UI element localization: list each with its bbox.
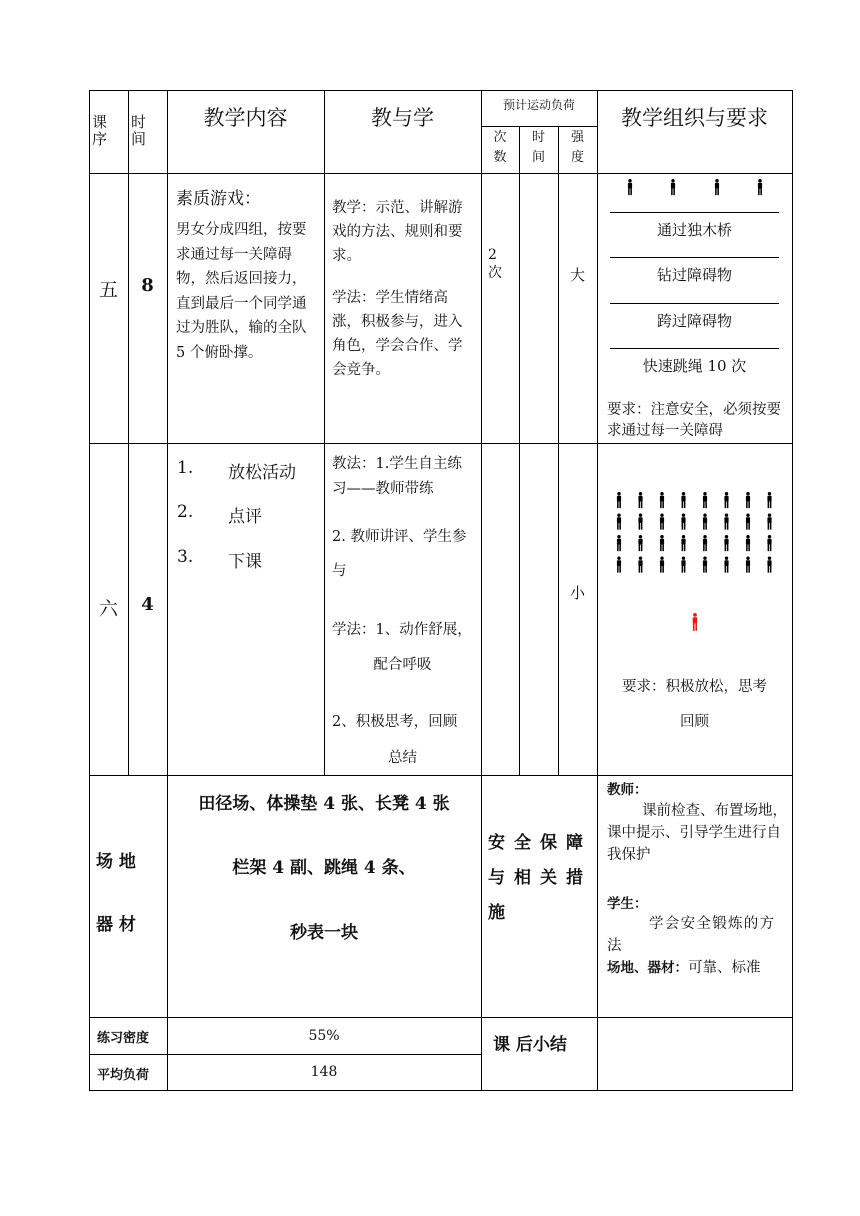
student-icon <box>724 492 728 508</box>
person-icon <box>715 179 719 195</box>
station-line <box>610 212 779 213</box>
row5-requirement: 要求：注意安全，必须按要求通过每一关障碍 <box>607 402 781 439</box>
student-icon <box>724 535 728 551</box>
student-icon <box>703 557 707 573</box>
student-icon <box>767 557 771 573</box>
student-icon <box>746 535 750 551</box>
load-label: 平均负荷 <box>97 1068 150 1083</box>
student-icon <box>767 492 771 508</box>
safety-site <box>607 957 787 979</box>
safety-site-text: 可靠、标准 <box>688 960 761 976</box>
equipment-line-3: 秒表一块 <box>290 923 358 943</box>
student-icon <box>681 492 685 508</box>
row5-learn: 学法：学生情绪高涨，积极参与，进入角色，学会合作、学会竞争。 <box>332 290 463 378</box>
row5-intensity: 大 <box>569 266 585 284</box>
row6-teach-2: 2. 教师讲评、学生参与 <box>332 529 467 579</box>
person-icon <box>628 179 632 195</box>
student-icon <box>660 514 664 530</box>
header-content: 教学内容 <box>203 106 288 130</box>
person-icon <box>671 179 675 195</box>
row5-teach: 教学：示范、讲解游戏的方法、规则和要求。 <box>332 200 463 264</box>
equipment-line-1: 田径场、体操垫 4 张、长凳 4 张 <box>198 794 450 814</box>
row6-time: 4 <box>141 594 154 615</box>
station-3: 跨过障碍物 <box>656 312 732 330</box>
safety-student-label: 学生： <box>607 896 648 912</box>
student-icon <box>681 557 685 573</box>
header-teach-learn: 教与学 <box>371 106 434 130</box>
row5-content-title: 素质游戏： <box>176 189 261 209</box>
student-icon <box>703 514 707 530</box>
student-icon <box>767 535 771 551</box>
load-value: 148 <box>310 1064 338 1080</box>
row6-item-2-num: 2. <box>177 502 194 522</box>
student-icon <box>660 492 664 508</box>
row6-learn-2: 2、积极思考，回顾 <box>332 714 458 730</box>
equipment-line-2: 栏架 4 副、跳绳 4 条、 <box>232 858 416 878</box>
student-icon <box>724 514 728 530</box>
student-icon <box>681 514 685 530</box>
row5-times: 2 次 <box>488 247 502 281</box>
student-icon <box>617 492 621 508</box>
student-icon <box>746 514 750 530</box>
header-lesson-order: 课 序 <box>92 113 108 148</box>
header-intensity: 强 度 <box>570 130 584 165</box>
student-icon <box>617 535 621 551</box>
after-class-summary: 课 后小结 <box>493 1035 567 1055</box>
row5-team-figures <box>597 174 792 204</box>
student-icon <box>660 535 664 551</box>
row6-requirement-2: 回顾 <box>680 714 709 730</box>
row6-order: 六 <box>98 598 118 620</box>
row6-requirement-1: 要求：积极放松，思考 <box>622 679 767 695</box>
student-icon <box>703 535 707 551</box>
student-icon <box>746 492 750 508</box>
header-organization: 教学组织与要求 <box>621 106 768 130</box>
row6-teach-1: 教法：1.学生自主练习——教师带练 <box>332 456 462 497</box>
row5-order: 五 <box>98 279 118 301</box>
safety-student-text: 学会安全锻炼的方法 <box>607 916 776 954</box>
safety-site-label: 场地、器材： <box>607 960 688 976</box>
safety-teacher-label: 教师： <box>607 782 648 798</box>
equipment-label-1: 场 地 <box>96 852 136 872</box>
station-line <box>610 257 779 258</box>
row6-learn-1b: 配合呼吸 <box>373 657 432 673</box>
header-duration: 时 间 <box>531 130 545 165</box>
student-icon <box>638 492 642 508</box>
row5-content-body: 男女分成四组，按要求通过每一关障碍物，然后返回接力，直到最后一个同学通过为胜队，输的全队 5 个俯卧撑。 <box>176 222 307 361</box>
student-icon <box>660 557 664 573</box>
student-icon <box>746 557 750 573</box>
person-icon <box>758 179 762 195</box>
station-2: 钻过障碍物 <box>656 266 732 284</box>
student-icon <box>617 514 621 530</box>
row6-formation-diagram <box>597 485 792 640</box>
header-times: 次 数 <box>493 130 507 165</box>
row6-learn-2b: 总结 <box>388 750 417 766</box>
station-line <box>610 348 779 349</box>
table-border-top <box>89 90 793 91</box>
row6-item-1-num: 1. <box>177 458 194 478</box>
station-1: 通过独木桥 <box>656 221 732 239</box>
density-value: 55% <box>308 1028 340 1044</box>
station-4: 快速跳绳 10 次 <box>642 357 747 375</box>
density-label: 练习密度 <box>97 1031 150 1046</box>
row6-item-3-text: 下课 <box>228 552 262 572</box>
student-icon <box>724 557 728 573</box>
student-icon <box>638 514 642 530</box>
student-icon <box>703 492 707 508</box>
safety-teacher-text: 课前检查、布置场地，课中提示、引导学生进行自我保护 <box>607 803 787 863</box>
student-icon <box>638 557 642 573</box>
student-icon <box>767 514 771 530</box>
student-icon <box>681 535 685 551</box>
row6-item-2-text: 点评 <box>228 507 262 527</box>
teacher-icon <box>693 613 698 631</box>
row6-intensity: 小 <box>569 584 585 602</box>
student-icon <box>638 535 642 551</box>
row5-time: 8 <box>141 275 154 296</box>
header-load-title: 预计运动负荷 <box>502 98 575 112</box>
safety-label: 安全保障与相关措施 <box>488 833 592 923</box>
row6-item-3-num: 3. <box>177 547 194 567</box>
row6-learn-1: 学法：1、动作舒展， <box>332 622 472 638</box>
student-icon <box>617 557 621 573</box>
table-border-bottom <box>89 1090 793 1091</box>
row6-item-1-text: 放松活动 <box>228 463 296 483</box>
station-line <box>610 303 779 304</box>
header-time: 时 间 <box>131 113 147 148</box>
equipment-label-2: 器 材 <box>96 915 136 935</box>
